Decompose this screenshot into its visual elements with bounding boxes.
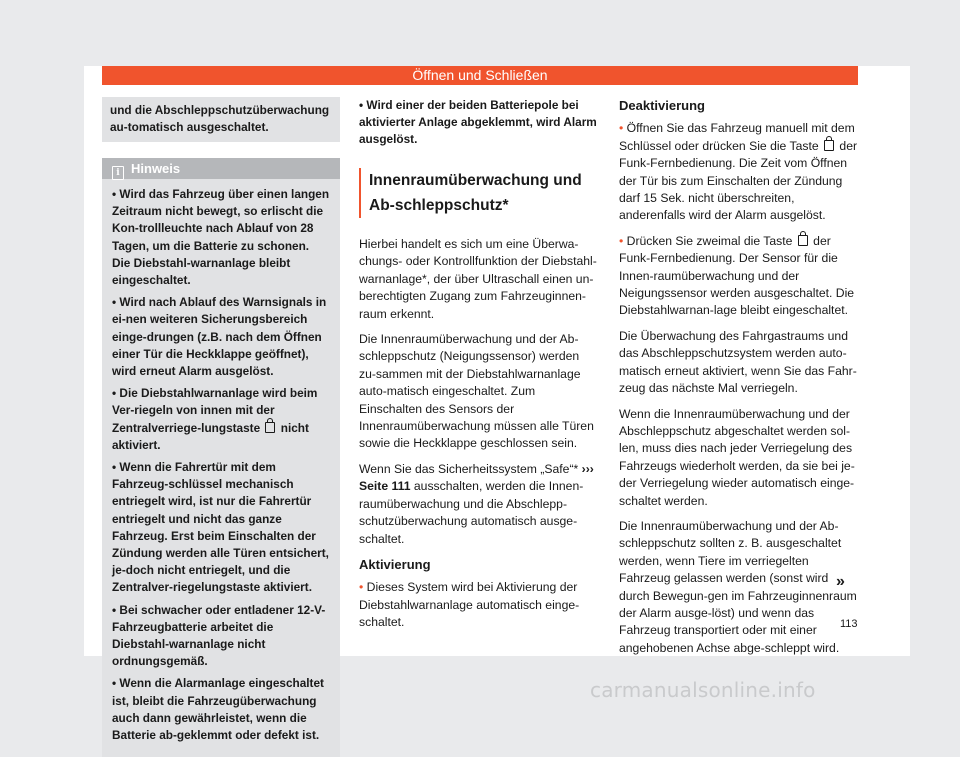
hint-item: • Die Diebstahlwarnanlage wird beim Ver-riegeln von innen mit der Zentralverriege-lungstaste nicht aktiviert. <box>112 386 318 452</box>
unlock-key-icon <box>824 140 834 151</box>
activation-item: • Dieses System wird bei Aktivierung der Diebstahlwarnanlage automatisch einge-schaltet. <box>359 580 580 630</box>
page-number: 113 <box>840 618 858 630</box>
paragraph: Wenn die Innenraumüberwachung und der Abschleppschutz abgeschaltet werden sol-len, muss dies nach jeder Verriegelung des Fahrzeugs wiederholt werden, da sie bei je-der Verriegelung wieder automatisch einge-schaltet werden. <box>619 406 855 508</box>
activation-heading: Aktivierung <box>359 556 431 572</box>
section-title: Innenraumüberwachung und Ab-schleppschutz* <box>359 168 599 218</box>
paragraph: Die Innenraumüberwachung und der Ab-schleppschutz (Neigungssensor) werden zu-sammen mit der Diebstahlwarnanlage auto-matisch eingeschaltet. Zum Einschalten des Sensors der Innenraumüberwachung müssen alle Türen sowie die Heckklappe geschlossen sein. <box>359 332 594 451</box>
page-reference-link[interactable]: ››› Seite 111 <box>359 461 594 494</box>
lock-key-icon <box>265 422 275 433</box>
hint-item: • Wenn die Alarmanlage eingeschaltet ist, bleibt die Fahrzeugüberwachung auch dann gewährleistet, wenn die Batterie ab-geklemmt oder defekt ist. <box>112 676 324 743</box>
info-icon: i <box>112 166 124 180</box>
hint-item: • Wird das Fahrzeug über einen langen Zeitraum nicht bewegt, so erlischt die Kon-trollleuchte nach Ablauf von 28 Tagen, um die Batterie zu schonen. Die Diebstahl-warnanlage bleibt eingeschaltet. <box>112 187 330 288</box>
hint-item: • Bei schwacher oder entladener 12-V-Fahrzeugbatterie arbeitet die Diebstahl-warnanlage nicht ordnungsgemäß. <box>112 602 326 669</box>
hint-title: Hinweis <box>131 161 181 176</box>
column-middle <box>359 97 599 640</box>
deactivation-heading: Deaktivierung <box>619 98 705 113</box>
paragraph: Die Überwachung des Fahrgastraums und das Abschleppschutzsystem werden auto-matisch erneut aktiviert, wenn Sie das Fahr-zeug das nächste Mal verriegeln. <box>619 328 857 396</box>
column-left <box>102 97 340 757</box>
hint-header <box>102 158 340 179</box>
intro-text: und die Abschleppschutzüberwachung au-tomatisch ausgeschaltet. <box>102 97 340 142</box>
paragraph: Hierbei handelt es sich um eine Überwa-chungs- oder Kontrollfunktion der Diebstahl-warnanlage*, der über Ultraschall einen un-berechtigten Zugang zum Fahrzeuginnen-raum erkennt. <box>359 237 597 321</box>
chapter-header: Öffnen und Schließen <box>102 66 858 85</box>
hint-item: • Wird nach Ablauf des Warnsignals in ei-nen weiteren Sicherungsbereich einge-drungen (z.B. nach dem Öffnen einer Tür die Heckklappe geöffnet), wird erneut Alarm ausgelöst. <box>112 295 327 379</box>
paragraph: Die Innenraumüberwachung und der Ab-schleppschutz sollten z. B. ausgeschaltet werden, wenn Tiere im verriegelten Fahrzeug gelassen werden (sonst wird durch Bewegun-gen im Fahrzeuginnenraum der Alarm ausge-löst) und wenn das Fahrzeug transportiert oder mit einer angehobenen Achse abge-schleppt wird. <box>619 518 857 655</box>
paragraph: Wenn Sie das Sicherheitssystem „Safe“* ››› Seite 111 ausschalten, werden die Innen-raumüberwachung und die Abschlepp-schutzüberwachung automatisch ausge-schaltet. <box>359 461 594 546</box>
column-right <box>619 97 859 665</box>
lock-key-icon <box>798 235 808 246</box>
hint-box <box>102 158 340 757</box>
deactivation-item: • Drücken Sie zweimal die Taste der Funk-Fernbedienung. Der Sensor für die Innen-raumüberwachung und der Neigungssensor werden ausgeschaltet. Die Diebstahlwarnan-lage bleibt eingeschaltet. <box>619 233 855 318</box>
hint-item: • Wenn die Fahrertür mit dem Fahrzeug-schlüssel mechanisch entriegelt wird, ist nur die Fahrertür entriegelt und nicht das ganze Fahrzeug. Erst beim Einschalten der Zündung werden alle Türen entsichert, je-doch nicht entriegelt, und die Zentralver-riegelungstaste aktiviert. <box>112 460 329 595</box>
continue-mark: » <box>836 573 845 590</box>
battery-bullet: • Wird einer der beiden Batteriepole bei aktivierter Anlage abgeklemmt, wird Alarm ausgelöst. <box>359 98 597 146</box>
watermark: carmanualsonline.info <box>590 678 816 702</box>
hint-list <box>102 179 340 757</box>
deactivation-item: • Öffnen Sie das Fahrzeug manuell mit dem Schlüssel oder drücken Sie die Taste der Funk-Fernbedienung. Die Zeit vom Öffnen der Tür bis zum Einschalten der Zündung darf 15 Sek. nicht überschreiten, anderenfalls wird der Alarm ausgelöst. <box>619 121 858 223</box>
